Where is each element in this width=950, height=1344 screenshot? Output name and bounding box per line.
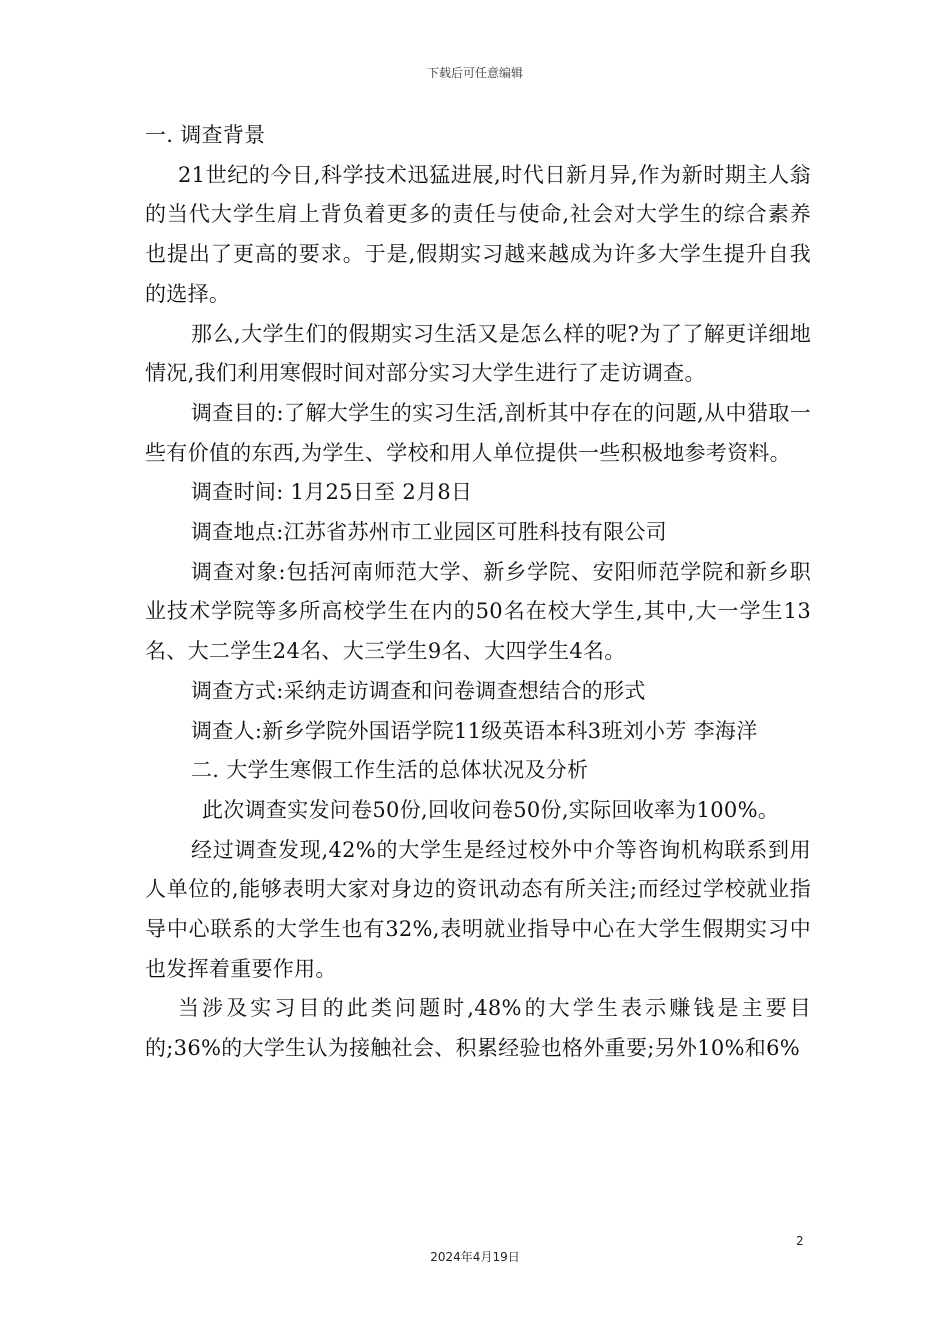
page-number: 2 — [796, 1234, 804, 1248]
paragraph-subjects: 调查对象:包括河南师范大学、新乡学院、安阳师范学院和新乡职业技术学院等多所高校学生在内的50名在校大学生,其中,大一学生13名、大二学生24名、大三学生9名、大四学生4名。 — [145, 559, 811, 664]
paragraph-investigators: 调查人:新乡学院外国语学院11级英语本科3班刘小芳 李海洋 — [191, 718, 758, 743]
paragraph-findings: 经过调查发现,42%的大学生是经过校外中介等咨询机构联系到用人单位的,能够表明大家对身边的资讯动态有所关注;而经过学校就业指导中心联系的大学生也有32%,表明就业指导中心在大学生假期实习中也发挥着重要作用。 — [145, 837, 811, 981]
paragraph-location: 调查地点:江苏省苏州市工业园区可胜科技有限公司 — [191, 520, 667, 545]
page-header: 下载后可任意编辑 — [426, 66, 523, 80]
paragraph-background: 21世纪的今日,科学技术迅猛进展,时代日新月异,作为新时期主人翁的当代大学生肩上背负着更多的责任与使命,社会对大学生的综合素养也提出了更高的要求。于是,假期实习越来越成为许多大学生提升自我的选择。 — [145, 162, 811, 306]
paragraph-time: 调查时间: 1月25日至 2月8日 — [191, 480, 473, 505]
paragraph-intro: 那么,大学生们的假期实习生活又是怎么样的呢?为了了解更详细地情况,我们利用寒假时间对部分实习大学生进行了走访调查。 — [145, 321, 811, 386]
paragraph-purpose: 调查目的:了解大学生的实习生活,剖析其中存在的问题,从中猎取一些有价值的东西,为学生、学校和用人单位提供一些积极地参考资料。 — [145, 400, 811, 465]
section-heading-1: 一. 调查背景 — [145, 123, 266, 147]
paragraph-questionnaire: 此次调查实发问卷50份,回收问卷50份,实际回收率为100%。 — [202, 797, 780, 822]
footer-date: 2024年4月19日 — [430, 1250, 520, 1264]
document-body — [145, 116, 811, 1069]
paragraph-purpose-stats: 当涉及实习目的此类问题时,48%的大学生表示赚钱是主要目的;36%的大学生认为接触社会、积累经验也格外重要;另外10%和6% — [145, 996, 811, 1061]
section-heading-2: 二. 大学生寒假工作生活的总体状况及分析 — [191, 758, 589, 783]
paragraph-method: 调查方式:采纳走访调查和问卷调查想结合的形式 — [191, 678, 646, 703]
